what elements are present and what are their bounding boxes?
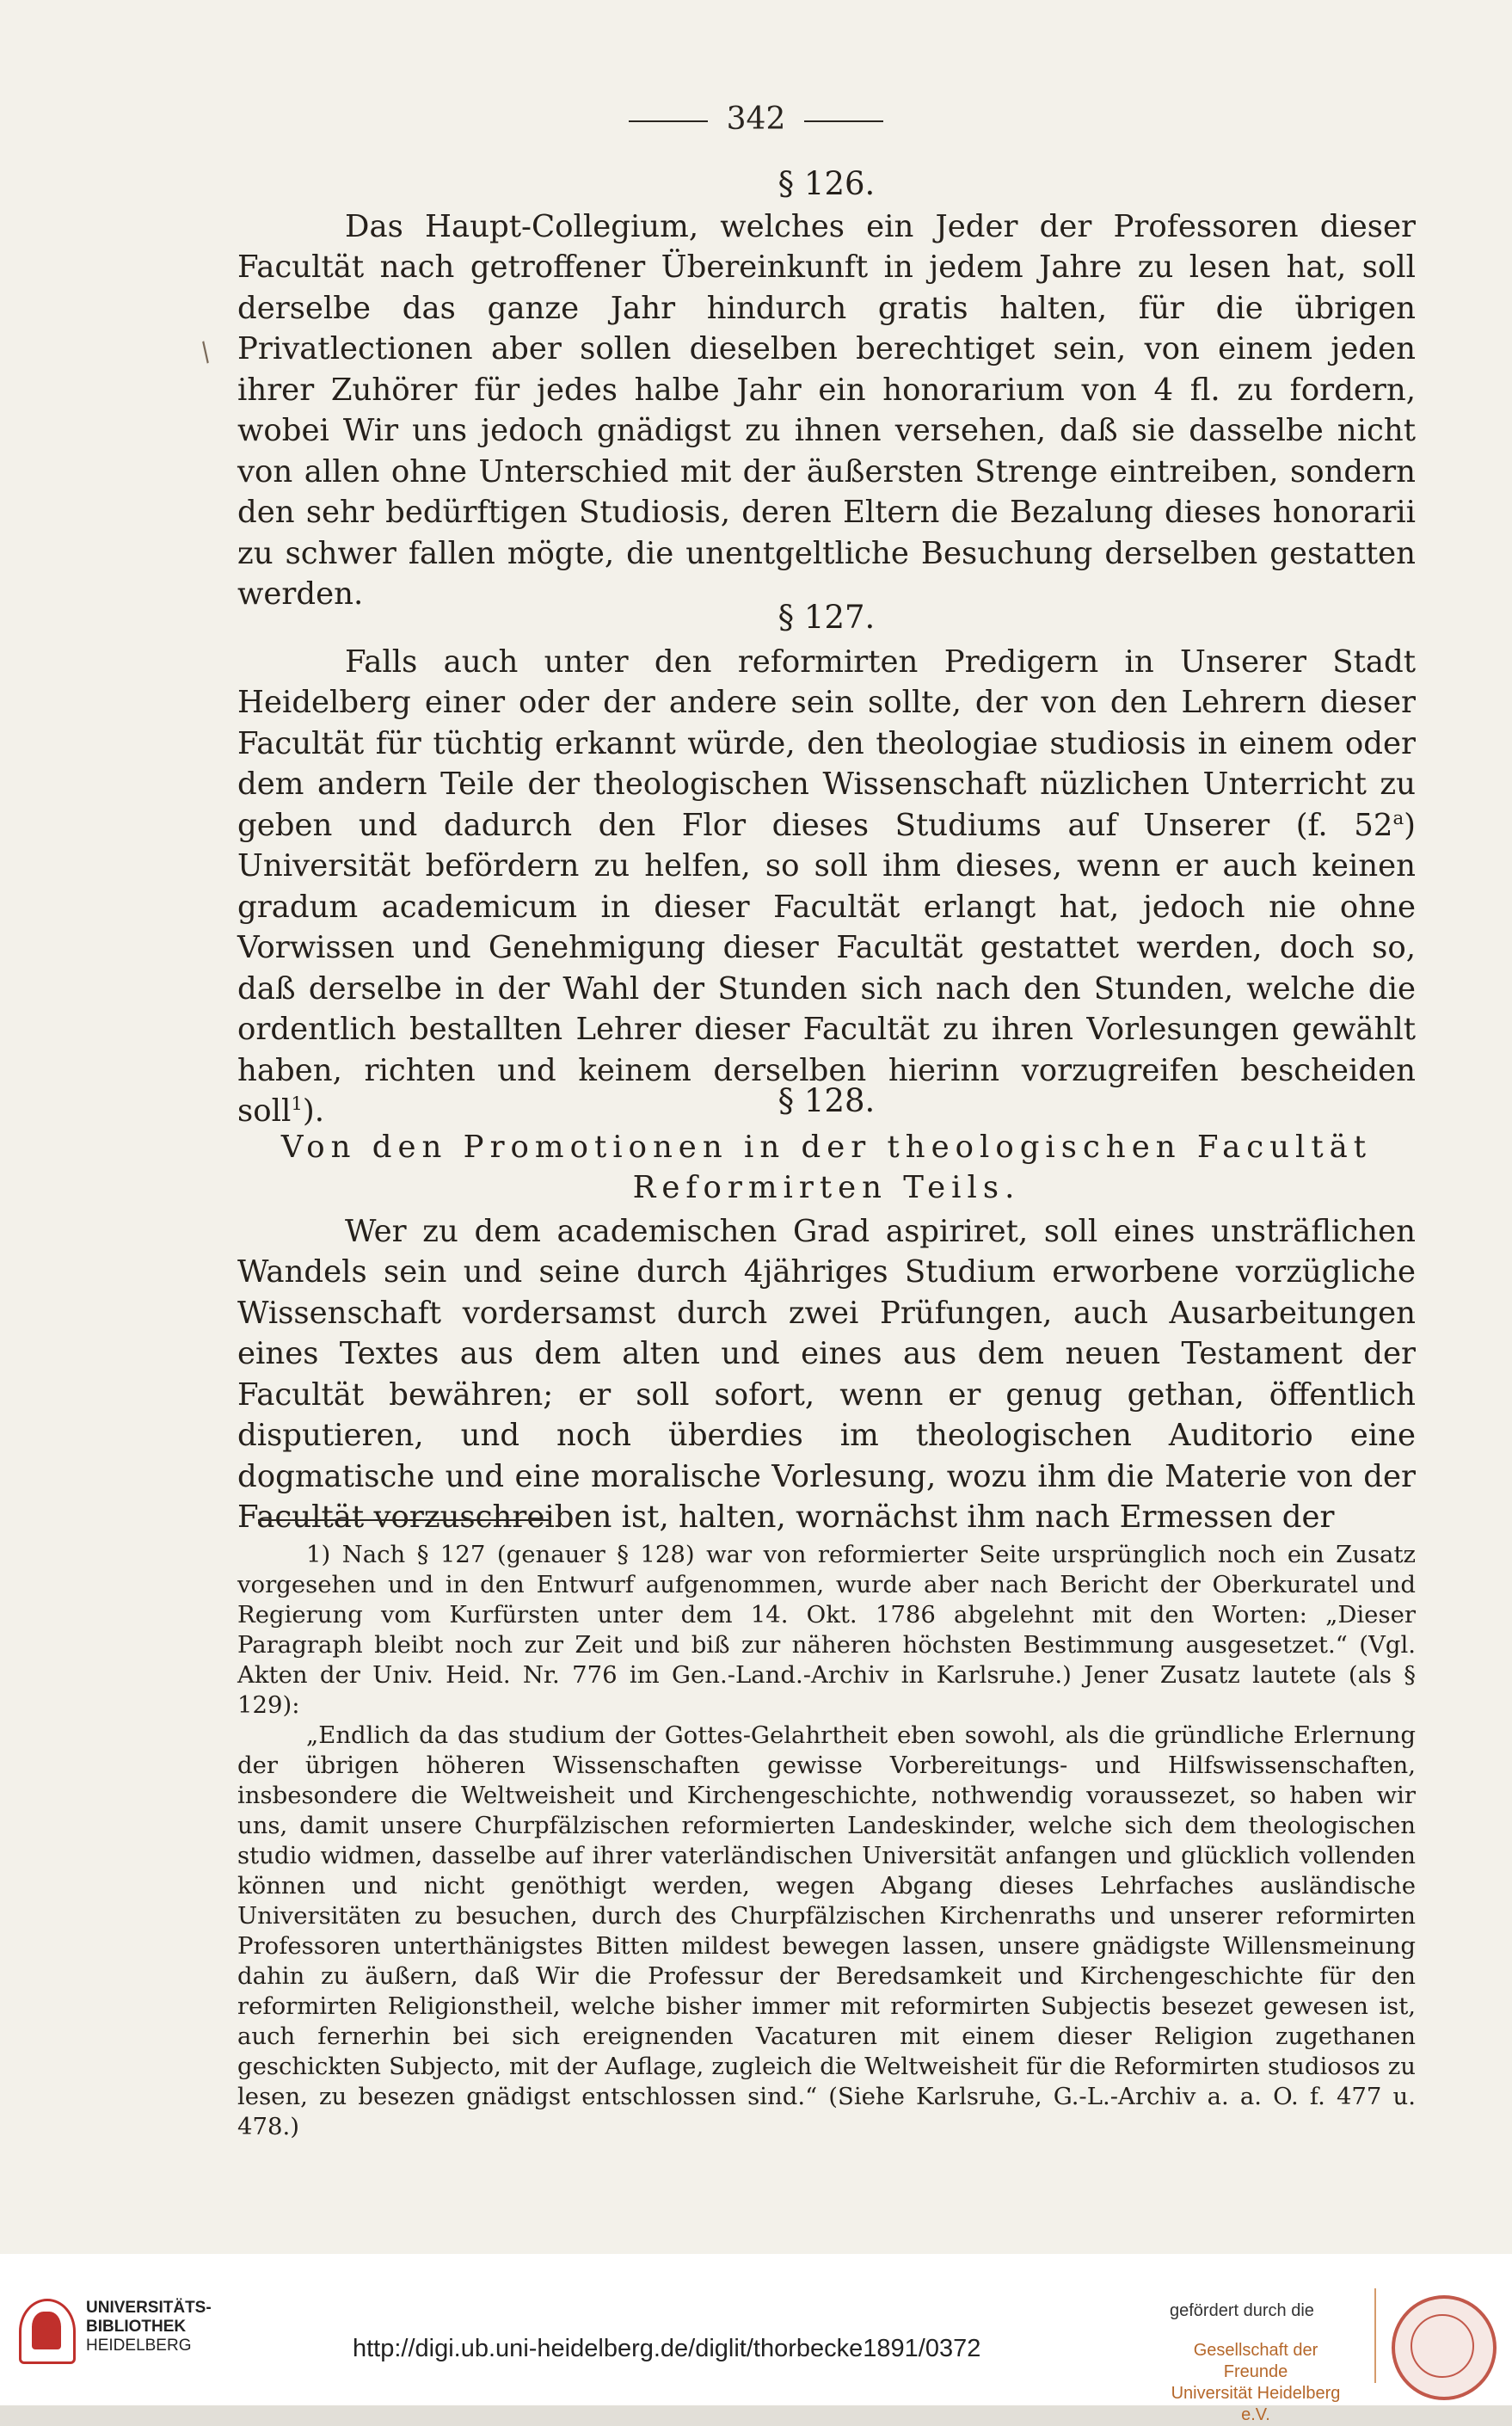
footnote-1: 1) Nach § 127 (genauer § 128) war von reformierter Seite ursprünglich noch ein Zusatz vorgesehen und in den Entwurf aufgenommen, wurde aber nach Bericht der Oberkuratel und Regierung vom Kurfürsten unter dem 14. Okt. 1786 abgelehnt mit den Worten: „Dieser Paragraph bleibt noch zur Zeit und biß zur näheren höchsten Bestimmung ausgesetzet.“ (Vgl. Akten der Univ. Heid. Nr. 776 im Gen.-Land.-Archiv in Karlsruhe.) Jener Zusatz lautete (als § 129):	[237, 1541, 1416, 1719]
footer-divider	[1374, 2288, 1376, 2383]
footnote-rule	[258, 1519, 550, 1521]
section-128	[237, 1081, 1416, 1538]
footer-bar	[0, 2254, 1512, 2424]
sponsor-name: Gesellschaft der Freunde Universität Heidelberg e.V.	[1171, 2341, 1341, 2424]
margin-mark: /	[194, 336, 218, 368]
section-heading: Von den Promotionen in der theologischen Facultät Reformirten Teils.	[280, 1129, 1373, 1205]
permalink-url[interactable]: http://digi.ub.uni-heidelberg.de/diglit/thorbecke1891/0372	[353, 2335, 981, 2362]
footnotes	[237, 1540, 1416, 2142]
sponsor-prefix: gefördert durch die	[1170, 2301, 1314, 2320]
section-number: § 127.	[778, 599, 876, 636]
section-number: § 126.	[778, 165, 876, 202]
section-paragraph: Das Haupt-Collegium, welches ein Jeder der Professoren dieser Facultät nach getroffener Übereinkunft in jedem Jahre zu lesen hat, soll derselbe das ganze Jahr hindurch gratis halten, für die übrigen Privatlectionen aber sollen dieselben berechtiget sein, von einem jeden ihrer Zuhörer für jedes halbe Jahr ein honorarium von 4 fl. zu fordern, wobei Wir uns jedoch gnädigst zu ihnen versehen, daß sie dasselbe nicht von allen ohne Unterschied mit der äußersten Strenge eintreiben, sondern den sehr bedürftigen Studiosis, deren Eltern die Bezalung dieses honorarii zu schwer fallen mögte, die unentgeltliche Besuchung derselben gestatten werden.	[237, 208, 1416, 612]
footnote-1-quote: „Endlich da das studium der Gottes-Gelahrtheit eben sowohl, als die gründliche Erlernung der übrigen höheren Wissenschaften gewisse Vorbereitungs- und Hilfswissenschaften, insbesondere die Weltweisheit und Kirchengeschichte, nothwendig voraussezet, so haben wir uns, damit unsere Churpfälzischen reformierten Landeskinder, welche sich dem theologischen studio widmen, dasselbe auf ihrer vaterländischen Universität anfangen und glücklich vollenden können und nicht genöthigt werden, wegen Abgang dieses Lehrfaches ausländische Universitäten zu besuchen, durch des Churpfälzischen Kirchenraths und unserer reformirten Professoren unterthänigstes Bitten mildest bewegen lassen, unsere gnädigste Willensmeinung dahin zu äußern, daß Wir die Professur der Beredsamkeit und Kirchengeschichte für den reformirten Religionstheil, welche bisher immer mit reformirten Subjectis besezet gewesen ist, auch fernerhin bei sich ereignenden Vacaturen mit einem dieser Religion zugethanen geschickten Subjecto, mit der Auflage, zugleich die Weltweisheit für die Reformirten studiosos zu lesen, zu besezen gnädigst entschlossen sind.“ (Siehe Karlsruhe, G.-L.-Archiv a. a. O. f. 477 u. 478.)	[237, 1721, 1416, 2140]
ub-heidelberg-logo-icon	[19, 2299, 76, 2364]
section-paragraph: Wer zu dem academischen Grad aspiriret, soll eines unsträflichen Wandels sein und seine durch 4jähriges Studium erworbene vorzügliche Wissenschaft vordersamst durch zwei Prüfungen, auch Ausarbeitungen eines Textes aus dem alten und eines aus dem neuen Testament der Facultät bewähren; er soll sofort, wenn er genug gethan, öffentlich disputieren, und noch überdies im theologischen Auditorio eine dogmatische und eine moralische Vorlesung, wozu ihm die Materie von der Facultät vorzuschreiben ist, halten, wornächst ihm nach Ermessen der	[237, 1213, 1416, 1535]
section-126	[237, 163, 1416, 615]
library-name: UNIVERSITÄTS- BIBLIOTHEK HEIDELBERG	[86, 2299, 212, 2355]
section-paragraph: Falls auch unter den reformirten Predigern in Unserer Stadt Heidelberg einer oder der andere sein sollte, der von den Lehrern dieser Facultät für tüchtig erkannt würde, den theologiae studiosis in einem oder dem andern Teile der theologischen Wissenschaft nüzlichen Unterricht zu geben und dadurch den Flor dieses Studiums auf Unserer (f. 52$^a$) Universität befördern zu helfen, so soll ihm dieses, wenn er auch keinen gradum academicum in dieser Facultät erlangt hat, jedoch nie ohne Vorwissen und Genehmigung dieser Facultät gestattet werden, doch so, daß derselbe in der Wahl der Stunden sich nach den Stunden, welche die ordentlich bestallten Lehrer dieser Facultät zu ihren Vorlesungen gewählt haben, richten und keinem derselben hierinn vorzugreifen bescheiden soll$^1$).	[237, 643, 1416, 1129]
section-number: § 128.	[778, 1082, 876, 1119]
folio-dash-left	[629, 120, 708, 122]
section-127	[237, 597, 1416, 1132]
page-number: 342	[0, 102, 1512, 137]
university-seal-icon	[1392, 2295, 1497, 2400]
folio-dash-right	[804, 120, 883, 122]
